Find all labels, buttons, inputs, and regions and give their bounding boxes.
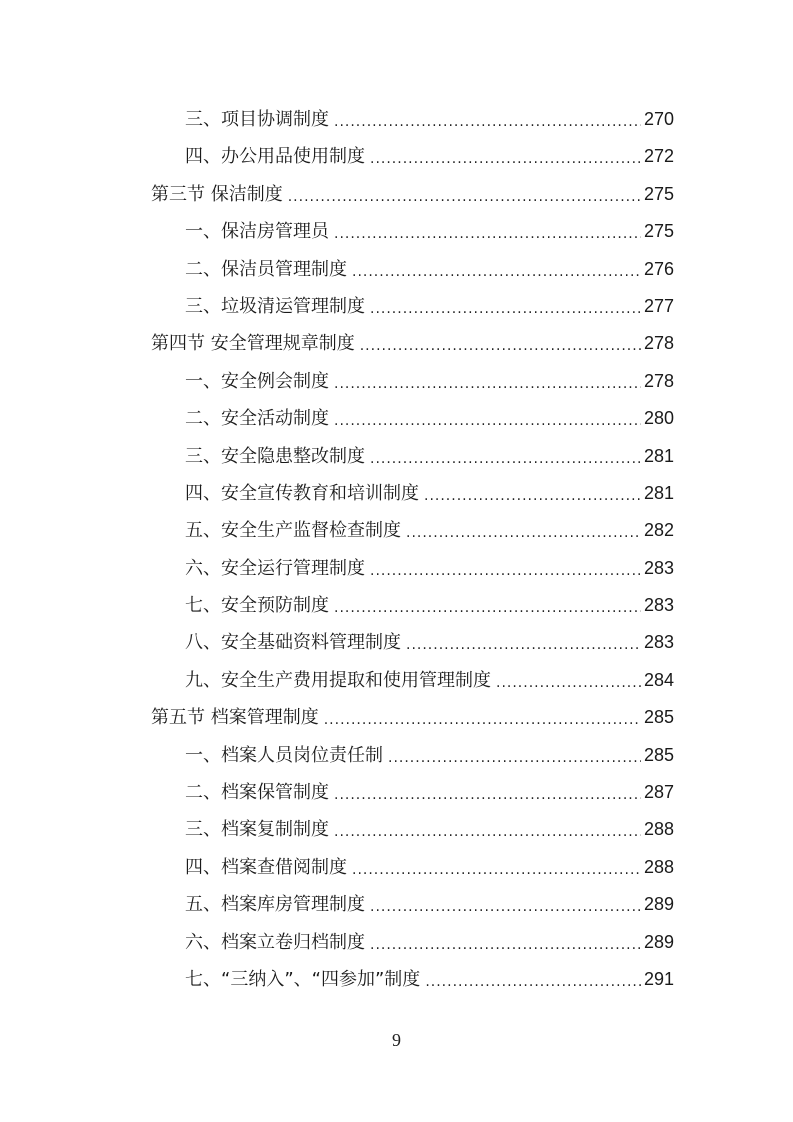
dot-leader [370, 141, 641, 178]
toc-entry-page-number: 277 [643, 295, 674, 316]
toc-entry-title: 三、垃圾清运管理制度 [185, 295, 365, 317]
toc-entry[interactable] [185, 288, 674, 325]
toc-entry[interactable] [151, 176, 674, 213]
toc-entry-page-number: 278 [643, 333, 674, 354]
dot-leader [334, 216, 641, 253]
toc-entry-title: 二、安全活动制度 [185, 408, 329, 430]
dot-leader [370, 889, 641, 926]
toc-entry-title: 二、档案保管制度 [185, 782, 329, 804]
toc-entry[interactable] [185, 213, 674, 250]
toc-entry[interactable] [185, 662, 674, 699]
page-number: 9 [392, 1030, 401, 1050]
toc-entry-page-number: 285 [643, 744, 674, 765]
toc-entry[interactable] [185, 587, 674, 624]
toc-entry-page-number: 288 [643, 819, 674, 840]
toc-entry[interactable] [151, 699, 674, 736]
toc-entry-title: 九、安全生产费用提取和使用管理制度 [185, 669, 491, 691]
toc-entry[interactable] [185, 363, 674, 400]
toc-entry-page-number: 270 [643, 109, 674, 129]
toc-entry-title: 第四节 安全管理规章制度 [151, 333, 355, 355]
toc-entry[interactable] [185, 475, 674, 512]
toc-entry-title: 五、安全生产监督检查制度 [185, 520, 401, 542]
dot-leader [334, 104, 641, 141]
toc-entry[interactable] [185, 550, 674, 587]
dot-leader [370, 927, 641, 964]
toc-entry-page-number: 281 [643, 482, 674, 503]
toc-entry-title: 七、“三纳入”、“四参加”制度 [185, 968, 421, 990]
toc-entry-page-number: 282 [643, 520, 674, 541]
toc-entry-title: 三、档案复制制度 [185, 819, 329, 841]
toc-entry[interactable] [185, 400, 674, 437]
toc-entry[interactable] [185, 961, 674, 998]
toc-entry-page-number: 278 [643, 370, 674, 391]
toc-entry[interactable] [185, 849, 674, 886]
toc-entry[interactable] [185, 737, 674, 774]
toc-entry[interactable] [185, 101, 674, 138]
dot-leader [370, 553, 641, 590]
dot-leader [425, 964, 641, 1001]
toc-entry-page-number: 289 [643, 894, 674, 915]
toc-entry[interactable] [185, 251, 674, 288]
toc-entry-page-number: 283 [643, 557, 674, 578]
toc-entry-title: 第三节 保洁制度 [151, 183, 283, 205]
dot-leader [360, 328, 641, 365]
toc-entry-title: 七、安全预防制度 [185, 595, 329, 617]
dot-leader [352, 852, 641, 889]
toc-entry-title: 一、保洁房管理员 [185, 221, 329, 243]
toc-entry-page-number: 285 [643, 707, 674, 728]
toc-entry[interactable] [185, 886, 674, 923]
toc-entry[interactable] [185, 624, 674, 661]
toc-entry[interactable] [185, 512, 674, 549]
toc-entry-title: 一、安全例会制度 [185, 370, 329, 392]
dot-leader [388, 740, 641, 777]
table-of-contents [0, 101, 793, 998]
toc-entry-page-number: 284 [643, 669, 674, 690]
toc-entry-page-number: 287 [643, 782, 674, 803]
toc-entry[interactable] [185, 774, 674, 811]
toc-entry[interactable] [185, 811, 674, 848]
dot-leader [370, 291, 641, 328]
toc-entry-title: 八、安全基础资料管理制度 [185, 632, 401, 654]
toc-entry-page-number: 283 [643, 632, 674, 653]
toc-entry-title: 四、档案查借阅制度 [185, 856, 347, 878]
toc-entry-page-number: 281 [643, 445, 674, 466]
toc-entry-title: 六、安全运行管理制度 [185, 557, 365, 579]
dot-leader [370, 441, 641, 478]
toc-entry-title: 六、档案立卷归档制度 [185, 931, 365, 953]
dot-leader [334, 366, 641, 403]
toc-entry-title: 五、档案库房管理制度 [185, 894, 365, 916]
toc-entry-title: 四、安全宣传教育和培训制度 [185, 482, 419, 504]
toc-entry-title: 四、办公用品使用制度 [185, 146, 365, 168]
dot-leader [406, 515, 641, 552]
toc-entry[interactable] [185, 138, 674, 175]
toc-entry[interactable] [185, 438, 674, 475]
toc-entry-page-number: 283 [643, 595, 674, 616]
toc-entry-title: 三、安全隐患整改制度 [185, 445, 365, 467]
dot-leader [288, 179, 641, 216]
toc-entry-page-number: 276 [643, 258, 674, 279]
dot-leader [406, 627, 641, 664]
dot-leader [496, 665, 641, 702]
toc-entry-title: 三、项目协调制度 [185, 109, 329, 130]
toc-entry-title: 二、保洁员管理制度 [185, 258, 347, 280]
dot-leader [334, 403, 641, 440]
toc-entry-title: 第五节 档案管理制度 [151, 707, 319, 729]
dot-leader [334, 814, 641, 851]
toc-entry-page-number: 275 [643, 221, 674, 242]
toc-entry-title: 一、档案人员岗位责任制 [185, 744, 383, 766]
toc-entry-page-number: 291 [643, 968, 674, 989]
dot-leader [334, 777, 641, 814]
toc-entry-page-number: 275 [643, 183, 674, 204]
dot-leader [324, 702, 641, 739]
toc-entry-page-number: 289 [643, 931, 674, 952]
dot-leader [334, 590, 641, 627]
dot-leader [352, 254, 641, 291]
toc-entry-page-number: 280 [643, 408, 674, 429]
dot-leader [424, 478, 641, 515]
toc-entry[interactable] [151, 325, 674, 362]
toc-entry-page-number: 272 [643, 146, 674, 167]
toc-entry[interactable] [185, 924, 674, 961]
toc-entry-page-number: 288 [643, 856, 674, 877]
